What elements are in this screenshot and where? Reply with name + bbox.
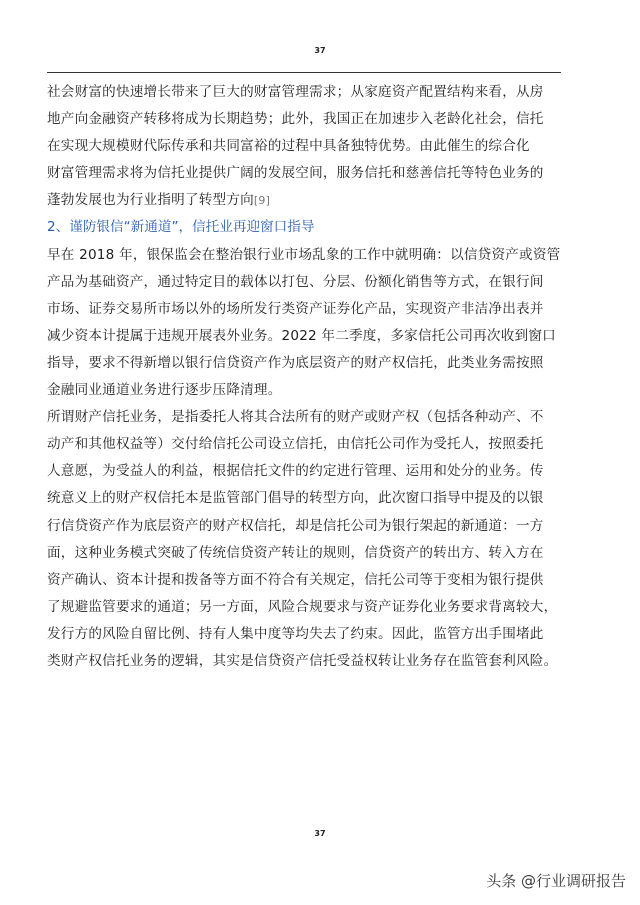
text-line: 行信贷资产作为底层资产的财产权信托，却是信托公司为银行架起的新通道：一方: [47, 517, 544, 534]
text-line: 指导，要求不得新增以银行信贷资产作为底层资产的财产权信托，此类业务需按照: [47, 354, 544, 371]
text-line: 地产向金融资产转移将成为长期趋势；此外，我国正在加速步入老龄化社会，信托: [47, 111, 544, 128]
page-number-bottom: 37: [314, 829, 326, 838]
section-heading: 2、谨防银信“新通道”，信托业再迎窗口指导: [47, 219, 315, 236]
text-line: 面，这种业务模式突破了传统信贷资产转让的规则，信贷资产的转出方、转入方在: [47, 544, 544, 561]
text-line: 人意愿，为受益人的利益，根据信托文件的约定进行管理、运用和处分的业务。传: [47, 463, 544, 480]
text-line: 所谓财产信托业务，是指委托人将其合法所有的财产或财产权（包括各种动产、不: [47, 409, 544, 426]
text-line: 市场、证券交易所市场以外的场所发行类资产证券化产品，实现资产非洁净出表并: [47, 300, 544, 317]
text-line-content: 蓬勃发展也为行业指明了转型方向: [47, 192, 254, 209]
reference-marker: [9]: [253, 194, 271, 208]
paragraph-property-trust: [47, 404, 563, 675]
text-line: 统意义上的财产权信托本是监管部门倡导的转型方向，此次窗口指导中提及的以银: [47, 490, 544, 507]
paragraph-window-guidance: [47, 242, 563, 405]
text-line: 金融同业通道业务进行逐步压降清理。: [47, 382, 282, 399]
text-line: 早在 2018 年，银保监会在整治银行业市场乱象的工作中就明确：以信贷资产或资管: [47, 246, 561, 263]
page-number-top: 37: [314, 46, 326, 55]
header-rule: [47, 72, 561, 73]
text-line: 动产和其他权益等）交付给信托公司设立信托，由信托公司作为受托人，按照委托: [47, 436, 544, 453]
text-line: 了规避监管要求的通道；另一方面，风险合规要求与资产证券化业务要求背离较大，: [47, 598, 558, 615]
text-line: [47, 187, 563, 214]
text-line: 在实现大规模财代际传承和共同富裕的过程中具备独特优势。由此催生的综合化: [47, 138, 530, 155]
text-line: 财富管理需求将为信托业提供广阔的发展空间，服务信托和慈善信托等特色业务的: [47, 165, 544, 182]
paragraph-wealth-management: [47, 79, 563, 214]
source-watermark: 头条 @行业调研报告: [486, 872, 626, 890]
text-line: 减少资本计提属于违规开展表外业务。2022 年二季度，多家信托公司再次收到窗口: [47, 327, 556, 344]
text-line: 社会财富的快速增长带来了巨大的财富管理需求；从家庭资产配置结构来看，从房: [47, 84, 544, 100]
document-body: [47, 79, 563, 675]
text-line: 资产确认、资本计提和拨备等方面不符合有关规定，信托公司等于变相为银行提供: [47, 571, 544, 588]
text-line: 发行方的风险自留比例、持有人集中度等均失去了约束。因此，监管方出手围堵此: [47, 625, 544, 642]
text-line: 产品为基础资产，通过特定目的载体以打包、分层、份额化销售等方式，在银行间: [47, 273, 544, 290]
text-line: 类财产权信托业务的逻辑，其实是信贷资产信托受益权转让业务存在监管套利风险。: [47, 652, 558, 669]
